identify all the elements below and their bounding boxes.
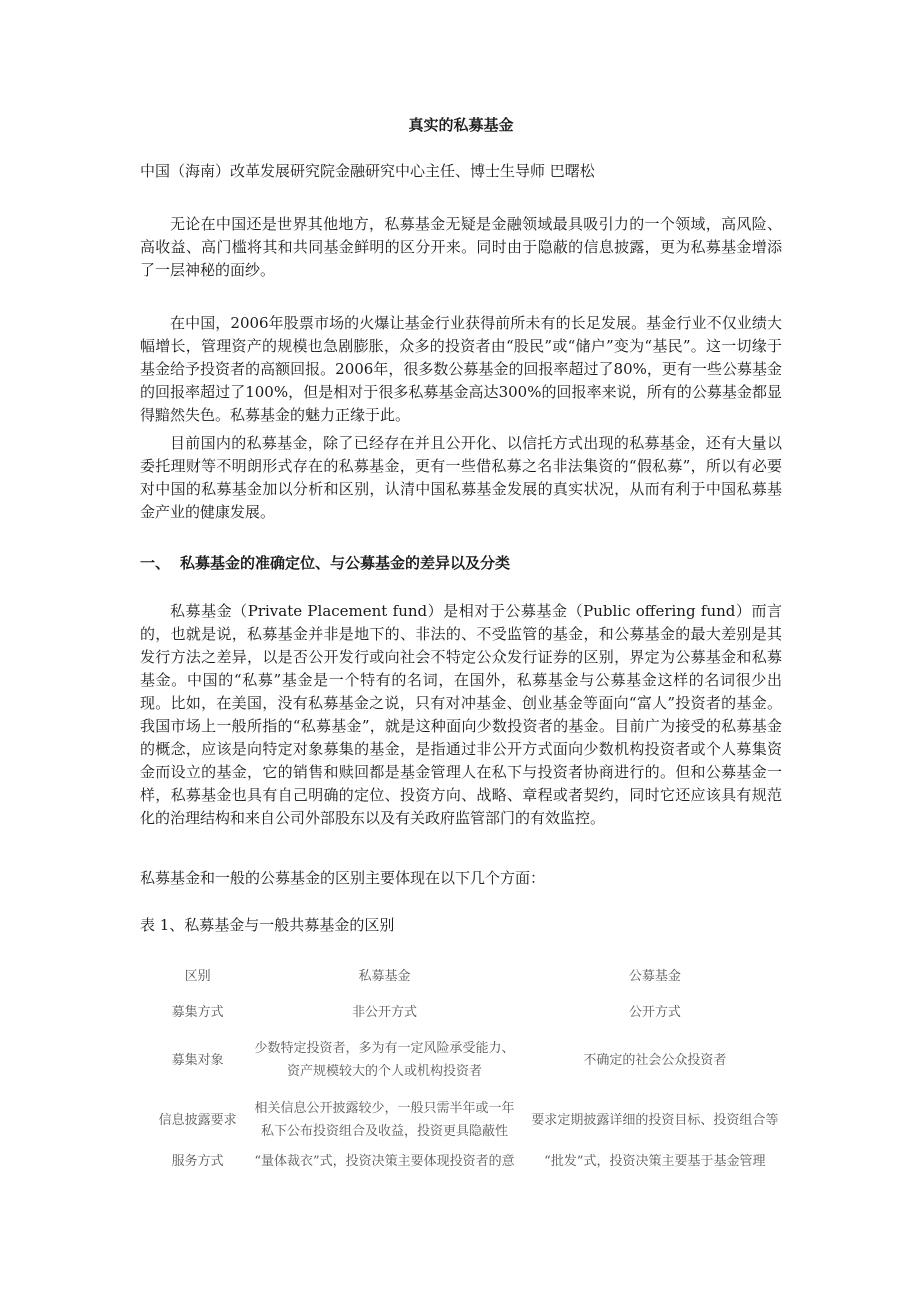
table-cell: 募集对象 [171, 1052, 224, 1068]
section-title: 私募基金的准确定位、与公募基金的差异以及分类 [180, 554, 511, 572]
table-cell: 信息披露要求 [158, 1112, 237, 1128]
section-heading [140, 552, 510, 573]
paragraph-domestic: 目前国内的私募基金，除了已经存在并且公开化、以信托方式出现的私募基金，还有大量以委托理财等不明朗形式存在的私募基金，更有一些借私募之名非法集资的“假私募”，所以有必要对中国的私募基金加以分析和区别，认清中国私募基金发展的真实状况，从而有利于中国私募基金产业的健康发展。 [140, 434, 782, 521]
table-cell: 募集方式 [171, 1004, 224, 1020]
table-cell: 少数特定投资者，多为有一定风险承受能力、资产规模较大的个人或机构投资者 [254, 1041, 515, 1079]
document-title: 真实的私募基金 [408, 116, 514, 134]
table-cell: 公开方式 [628, 1004, 681, 1020]
table-cell: “批发”式，投资决策主要基于基金管理 [544, 1154, 766, 1169]
table-caption: 表 1、私募基金与一般共募基金的区别 [140, 916, 395, 934]
table-cell: 不确定的社会公众投资者 [583, 1052, 727, 1068]
table-header-cell: 区别 [184, 968, 211, 984]
table-header-cell: 私募基金 [358, 968, 411, 984]
table-cell: 要求定期披露详细的投资目标、投资组合等 [531, 1112, 779, 1128]
table-cell: 服务方式 [171, 1154, 224, 1169]
author-line: 中国（海南）改革发展研究院金融研究中心主任、博士生导师 巴曙松 [140, 162, 595, 180]
paragraph-2006: 在中国，2006年股票市场的火爆让基金行业获得前所未有的长足发展。基金行业不仅业绩大幅增长，管理资产的规模也急剧膨胀，众多的投资者由“股民”或“储户”变为“基民”。这一切缘于基金给予投资者的高额回报。2006年，很多数公募基金的回报率超过了80%，更有一些公募基金的回报率超过了100%，但是相对于很多私募基金高达300%的回报率来说，所有的公募基金都显得黯然失色。私募基金的魅力正缘于此。 [140, 314, 782, 424]
table-row [148, 1090, 788, 1150]
section-number: 一、 [140, 554, 171, 572]
comparison-table [148, 958, 788, 1186]
table-header-cell: 公募基金 [628, 968, 681, 984]
table-row [148, 1150, 788, 1186]
table-cell: 非公开方式 [352, 1004, 418, 1020]
table-header-row [148, 958, 788, 994]
paragraph-definition: 私募基金（Private Placement fund）是相对于公募基金（Public offering fund）而言的，也就是说，私募基金并非是地下的、非法的、不受监管的基金，和公募基金的最大差别是其发行方法之差异，以是否公开发行或向社会不特定公众发行证券的区别，界定为公募基金和私募基金。中国的“私募”基金是一个特有的名词，在国外，私募基金与公募基金这样的名词很少出现。比如，在美国，没有私募基金之说，只有对冲基金、创业基金等面向“富人”投资者的基金。我国市场上一般所指的“私募基金”，就是这种面向少数投资者的基金。目前广为接受的私募基金的概念，应该是向特定对象募集的基金，是指通过非公开方式面向少数机构投资者或个人募集资金而设立的基金，它的销售和赎回都是基金管理人在私下与投资者协商进行的。但和公募基金一样，私募基金也具有自己明确的定位、投资方向、战略、章程或者契约，同时它还应该具有规范化的治理结构和来自公司外部股东以及有关政府监管部门的有效监控。 [140, 602, 782, 827]
table-row [148, 994, 788, 1030]
paragraph-differences-intro: 私募基金和一般的公募基金的区别主要体现在以下几个方面： [140, 869, 546, 887]
paragraph-intro: 无论在中国还是世界其他地方，私募基金无疑是金融领域最具吸引力的一个领域，高风险、高收益、高门槛将其和共同基金鲜明的区分开来。同时由于隐蔽的信息披露，更为私募基金增添了一层神秘的面纱。 [140, 215, 782, 279]
table-cell: “量体裁衣”式，投资决策主要体现投资者的意 [254, 1154, 515, 1169]
table-row [148, 1030, 788, 1090]
table-cell: 相关信息公开披露较少，一般只需半年或一年私下公布投资组合及收益，投资更具隐蔽性 [254, 1101, 515, 1139]
